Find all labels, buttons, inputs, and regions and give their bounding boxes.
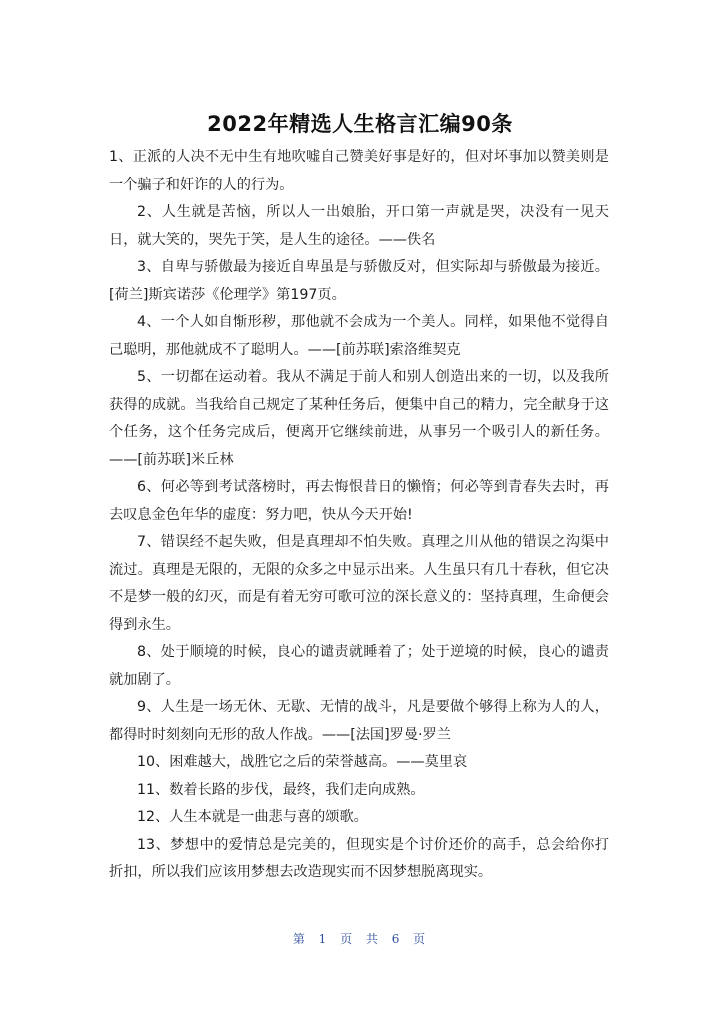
- paragraph: 6、何必等到考试落榜时，再去悔恨昔日的懒惰；何必等到青春失去时，再去叹息金色年华的虚度：努力吧，快从今天开始!: [109, 479, 609, 523]
- document-body: [109, 144, 609, 887]
- paragraph: 3、自卑与骄傲最为接近自卑虽是与骄傲反对，但实际却与骄傲最为接近。[荷兰]斯宾诺莎《伦理学》第197页。: [109, 259, 609, 303]
- paragraph: 1、正派的人决不无中生有地吹嘘自己赞美好事是好的，但对坏事加以赞美则是一个骗子和奸诈的人的行为。: [109, 149, 609, 193]
- paragraph: 9、人生是一场无休、无歇、无情的战斗，凡是要做个够得上称为人的人，都得时时刻刻向无形的敌人作战。——[法国]罗曼·罗兰: [109, 699, 609, 743]
- paragraph: 13、梦想中的爱情总是完美的，但现实是个讨价还价的高手，总会给你打折扣，所以我们应该用梦想去改造现实而不因梦想脱离现实。: [109, 836, 609, 880]
- page-number-footer: 第 1 页 共 6 页: [292, 932, 428, 946]
- paragraph: 10、困难越大，战胜它之后的荣誉越高。——莫里哀: [137, 754, 468, 770]
- paragraph: 11、数着长路的步伐，最终，我们走向成熟。: [137, 781, 425, 798]
- paragraph: 7、错误经不起失败，但是真理却不怕失败。真理之川从他的错误之沟渠中流过。真理是无限的，无限的众多之中显示出来。人生虽只有几十春秋，但它决不是梦一般的幻灭，而是有着无穷可歌可泣的深长意义的：坚持真理，生命便会得到永生。: [109, 534, 609, 633]
- paragraph: 2、人生就是苦恼，所以人一出娘胎，开口第一声就是哭，决没有一见天日，就大笑的，哭先于笑，是人生的途径。——佚名: [109, 204, 609, 248]
- paragraph: 12、人生本就是一曲悲与喜的颂歌。: [137, 809, 368, 825]
- paragraph: 8、处于顺境的时候，良心的谴责就睡着了；处于逆境的时候，良心的谴责就加剧了。: [109, 644, 609, 688]
- paragraph: 5、一切都在运动着。我从不满足于前人和别人创造出来的一切，以及我所获得的成就。当我给自己规定了某种任务后，便集中自己的精力，完全献身于这个任务，这个任务完成后，便离开它继续前进，从事另一个吸引人的新任务。——[前苏联]米丘林: [109, 369, 609, 468]
- page-title: 2022年精选人生格言汇编90条: [207, 112, 513, 136]
- paragraph: 4、一个人如自惭形秽，那他就不会成为一个美人。同样，如果他不觉得自己聪明，那他就成不了聪明人。——[前苏联]索洛维契克: [109, 314, 609, 358]
